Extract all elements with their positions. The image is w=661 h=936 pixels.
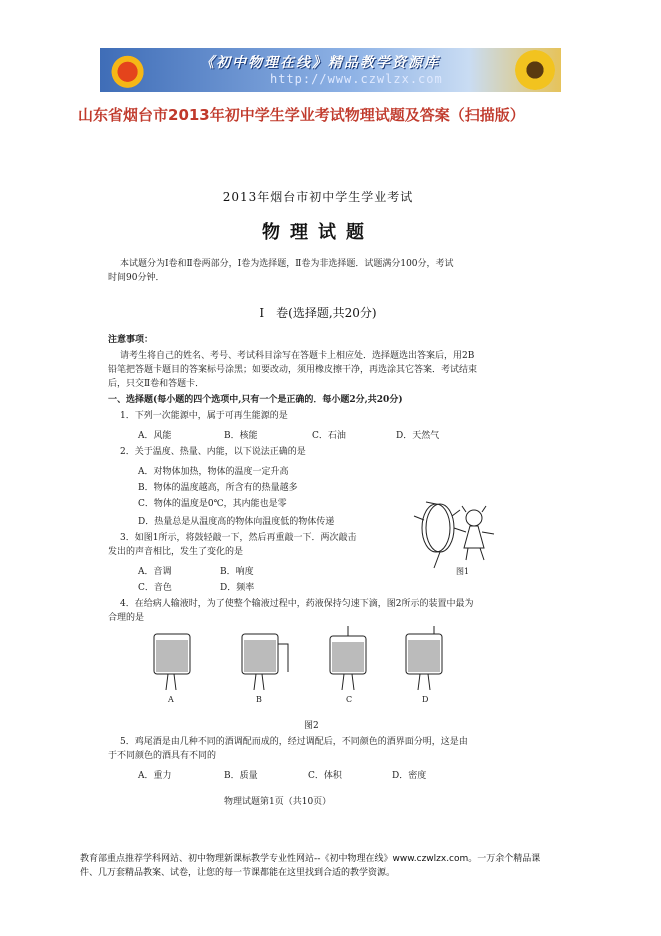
site-logo: [110, 52, 154, 88]
notice-line: 后，只交Ⅱ卷和答题卡．: [108, 379, 205, 389]
q1-option: C．石油: [312, 431, 346, 441]
footer-line[interactable]: 教育部重点推荐学科网站、初中物理新课标教学专业性网站--《初中物理在线》www.czwlzx.com。一万余个精品课: [80, 854, 541, 864]
q5-stem: 5．鸡尾酒是由几种不同的酒调配而成的，经过调配后，不同颜色的酒界面分明，这是由: [120, 737, 468, 747]
banner-title: 《初中物理在线》精品教学资源库: [200, 55, 440, 71]
intro-line: 本试题分为Ⅰ卷和Ⅱ卷两部分，Ⅰ卷为选择题，Ⅱ卷为非选择题．试题满分100分，考试: [120, 259, 454, 269]
q2-stem: 2．关于温度、热量、内能，以下说法正确的是: [120, 447, 306, 457]
q2-option: A．对物体加热，物体的温度一定升高: [138, 467, 289, 477]
figure-2-label: 图2: [304, 721, 319, 731]
q4-stem: 4．在给病人输液时，为了使整个输液过程中，药液保持匀速下滴，图2所示的装置中最为: [120, 599, 474, 609]
q3-stem: 3．如图1所示，将鼓轻敲一下，然后再重敲一下．两次敲击: [120, 533, 357, 543]
q5-option: A．重力: [138, 771, 172, 781]
q5-option: C．体积: [308, 771, 342, 781]
page-number: 物理试题第1页（共10页）: [224, 797, 332, 807]
document-title: 山东省烟台市2013年初中学生学业考试物理试题及答案（扫描版）: [78, 106, 525, 124]
site-banner[interactable]: [100, 48, 561, 92]
q3-stem: 发出的声音相比，发生了变化的是: [108, 547, 244, 557]
section-heading: Ⅰ 卷(选择题,共20分): [259, 306, 377, 320]
exam-subject: 物理试题: [262, 222, 374, 243]
q2-option: C．物体的温度是0℃，其内能也是零: [138, 499, 287, 509]
q2-option: B．物体的温度越高，所含有的热量越多: [138, 483, 298, 493]
q3-option: C．音色: [138, 583, 172, 593]
notice-line: 请考生将自己的姓名、考号、考试科目涂写在答题卡上相应处．选择题选出答案后，用2B: [120, 351, 475, 361]
q1-option: B．核能: [224, 431, 258, 441]
choice-label: C: [346, 695, 353, 704]
sunflower-image: [515, 50, 555, 90]
iv-drip-figure: [144, 624, 474, 704]
exam-title: 2013年烟台市初中学生学业考试: [222, 190, 414, 204]
q1-stem: 1．下列一次能源中，属于可再生能源的是: [120, 411, 288, 421]
choice-label: B: [256, 695, 262, 704]
q5-option: B．质量: [224, 771, 258, 781]
q2-option: D．热量总是从温度高的物体向温度低的物体传递: [138, 517, 335, 527]
notice-title: 注意事项：: [108, 335, 154, 345]
exam-sheet: [108, 180, 528, 820]
q4-stem: 合理的是: [108, 613, 145, 623]
banner-url[interactable]: http://www.czwlzx.com: [270, 72, 443, 86]
drum-figure: [404, 498, 498, 576]
choice-label: D: [422, 695, 429, 704]
intro-line: 时间90分钟．: [108, 273, 165, 283]
footer-line: 件、几万套精品教案、试卷，让您的每一节课都能在这里找到合适的教学资源。: [80, 868, 396, 878]
choice-label: A: [168, 695, 174, 704]
q3-option: B．响度: [220, 567, 254, 577]
q3-option: D．频率: [220, 583, 255, 593]
notice-line: 铅笔把答题卡题目的答案标号涂黑；如要改动，须用橡皮擦干净，再选涂其它答案．考试结束: [108, 365, 478, 375]
q1-option: A．风能: [138, 431, 172, 441]
figure-1-label: 图1: [456, 567, 470, 576]
q1-option: D．天然气: [396, 431, 440, 441]
site-footer: [80, 852, 600, 880]
q5-stem: 于不同颜色的酒具有不同的: [108, 751, 217, 761]
q3-option: A．音调: [138, 567, 172, 577]
q5-option: D．密度: [392, 771, 427, 781]
part-heading: 一、选择题(每小题的四个选项中,只有一个是正确的．每小题2分,共20分): [108, 395, 403, 405]
